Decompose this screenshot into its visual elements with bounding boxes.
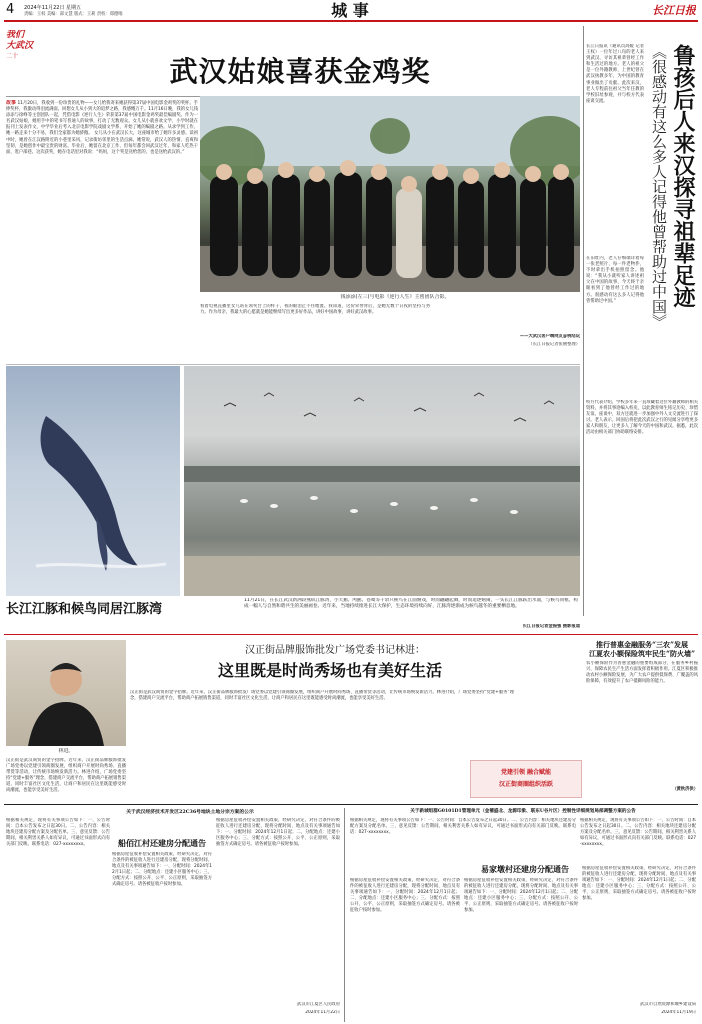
notice1-org: 武汉市江夏区人民政府 xyxy=(297,1002,340,1007)
notice1-text-c: 根据房屋征收补偿安置相关政策，经研究决定，对符合条件的被征收人进行还建房分配，现将分配时间、地点及有关事项通告如下：一、分配时间：2024年12月1日起；二、分配地点：还建小区服务中心；三、分配方式：按照公开、公平、公正原则，采取抽签方式确定房号。请各被征收户按时参加。 xyxy=(216,818,340,848)
column-tag-line2: 大武汉 xyxy=(6,41,34,51)
story3-top-rule xyxy=(6,364,580,365)
quote-line1: 党建引领 融合赋能 xyxy=(500,769,552,776)
story3-headline: 长江江豚和候鸟同居江豚湾 xyxy=(6,602,163,617)
story1-byline1: ——大武汉客户端网友@桃结玩 xyxy=(519,334,580,339)
mid-rule xyxy=(4,634,698,635)
story3-byline: 长江日报记者金振强 摄影报道 xyxy=(522,624,580,629)
story5-box xyxy=(586,640,698,800)
masthead: 长江日报 xyxy=(652,4,696,17)
notice1-text-b: 根据房屋征收补偿安置相关政策，经研究决定，对符合条件的被征收人进行还建房分配，现将分配时间、地点及有关事项通告如下：一、分配时间：2024年12月1日起；二、分配地点：还建小区服务中心；三、分配方式：按照公开、公平、公正原则，采取抽签方式确定房号。请各被征收户按时参加。 xyxy=(112,852,212,888)
finless-porpoise-icon xyxy=(6,366,180,596)
story4-headline2: 这里既是时尚秀场也有美好生活 xyxy=(217,661,442,680)
story1-byline2: （长江日报记者张丽整理） xyxy=(528,342,580,347)
portrait-photo xyxy=(6,640,126,746)
story2-body3: 校方代表介绍，学校多年来一直珍藏着这位外籍教师的相关资料，并将其事迹编入校史，以此教育师生铭记历史、珍惜友谊。座谈中，双方还就进一步加强中外人文交流进行了探讨。老人表示，回国后将把此次武汉之行的见闻分享给更多家人和朋友，让更多人了解今天的中国和武汉。据悉，此次活动由相关部门协助联络安排。 xyxy=(586,400,698,436)
notice2-sub: 易家墩村还建房分配通告 xyxy=(481,864,569,874)
page-number: 4 xyxy=(6,3,15,17)
story1-body-text: 11月20日，我收到一份珍贵的礼物——女儿给我寄来她获得第37届中国电影金鸡奖的奖杯。手捧奖杯，我激动得泪流满面。回想女儿从小到大的追梦之路，我感慨万千。11月16日晚，我的女儿钱添添与徐峥等主创团队一起，凭借电影《逆行人生》荣获第37届中国电影金鸡奖最佳编剧奖。作为一名武汉姑娘，她用手中的笔书写普通人的故事，打动了无数观众。女儿从小就喜欢文学，小学时就在报刊上发表作文，中学毕业后考入北京电影学院戏剧文学系，开始了她的编剧之路。从求学到工作，她一路走来十分不易，我们全家都为她骄傲。 xyxy=(6,101,198,137)
group-photo-illustration xyxy=(200,96,580,292)
dolphin-photo xyxy=(6,366,180,596)
story4-body: 汉正街是武汉商贸的金字招牌。近年来，汉正街品牌服饰批发广场党委以党建引领商圈发展，组织商户开展时尚秀场、直播带货等活动，让传统市场焕发新活力。林进介绍，广场党委坚持“党建+服务”理念，搭建商户交流平台，帮助商户拓展销售渠道，同时丰富社区文化生活，让商户和居民在这里既能感受时尚潮流，也能享受美好生活。 xyxy=(130,690,514,702)
story4-body-left: 汉正街是武汉商贸的金字招牌。近年来，汉正街品牌服饰批发广场党委以党建引领商圈发展，组织商户开展时尚秀场、直播带货等活动，让传统市场焕发新活力。林进介绍，广场党委坚持“党建+服务”理念，搭建商户交流平台，帮助商户拓展销售渠道，同时丰富社区文化生活，让商户和居民在这里既能感受时尚潮流，也能享受美好生活。 xyxy=(6,758,126,794)
section-title: 城 事 xyxy=(331,1,369,20)
header-rule xyxy=(4,20,698,22)
notice2-title: 关于新城组群G0101D1管理单元（金禧盛北、龙源印象、联东U谷片区）控制性详细规划局部调整方案的公告 xyxy=(410,809,636,814)
group-photo-caption: 钱添添(左三)与电影《逆行人生》主创团队合影。 xyxy=(340,294,450,300)
header-editors: 责编：王权 美编：部文慧 版式：王莉 责校：郑德唯 xyxy=(24,12,123,17)
notice2-text-b: 根据相关规定，现将有关事项公告如下：一、公告时间：自本公告发布之日起30日。二、公告内容：相关地块还建房分配方案及分配名单。三、意见反馈：公告期间，相关利害关系人如有异议，可通过书面形式向有关部门反映。联系电话：027-xxxxxxxx。 xyxy=(580,818,696,848)
story5-byline: （黄秋济供） xyxy=(672,787,698,792)
story4-quote-box xyxy=(470,760,582,798)
notice2-text-e: 根据房屋征收补偿安置相关政策，经研究决定，对符合条件的被征收人进行还建房分配，现将分配时间、地点及有关事项通告如下：一、分配时间：2024年12月1日起；二、分配地点：还建小区服务中心；三、分配方式：按照公开、公平、公正原则，采取抽签方式确定房号。请各被征收户按时参加。 xyxy=(582,866,696,902)
notice2-date: 2024年11月19日 xyxy=(661,1010,696,1015)
notice-divider xyxy=(344,808,345,1022)
story2-subhead: 《很感动有这么多人记得他曾帮助过中国》 xyxy=(650,44,668,329)
story5-body: 农小额保险作为普惠金融的重要组成部分，在服务乡村振兴、保障农民生产生活方面发挥着积极作用。江夏区积极推动农村小额保险发展，为广大农户提供低保费、广覆盖的风险保障，有效提升了农户抵御风险的能力。 xyxy=(586,661,698,685)
notice2-text-a: 根据相关规定，现将有关事项公告如下：一、公告时间：自本公告发布之日起30日。二、公告内容：相关地块还建房分配方案及分配名单。三、意见反馈：公告期间，相关利害关系人如有异议，可通过书面形式向有关部门反映。联系电话：027-xxxxxxxx。 xyxy=(350,818,576,836)
story5-headline1: 推行普惠金融服务“三农”发展 xyxy=(595,640,689,649)
notice-rule xyxy=(4,804,698,805)
header-date: 2024年11月22日 星期五 xyxy=(24,5,82,11)
story3-caption: 11月21日，在长江武汉新洲段燕矶江豚湾，小天鹅、鸬鹚、苍鹭等千余只候鸟在江面嬉戏，时而翩翩起舞，时而追逐嬉闹，一头长江江豚跃出水面，与候鸟同框，构成一幅人与自然和谐共生的美丽画卷。近年来，当地持续推进长江大保护，生态环境持续向好，江豚湾逐渐成为候鸟越冬的重要栖息地。 xyxy=(244,598,578,610)
story1-body xyxy=(6,100,198,360)
migratory-birds-illustration xyxy=(184,366,580,596)
column-divider xyxy=(583,26,584,616)
quote-line2: 汉正街商圈组织活跃 xyxy=(498,781,553,788)
story1-col3: 看着电视直播里女儿站在领奖台上的样子，我的眼泪止不住地流。我知道，这份荣誉背后，是她无数个日夜的坚持与努力。作为母亲，我最大的心愿就是她能继续写出更多好作品，讲好中国故事，讲好武汉故事。 xyxy=(200,304,430,316)
column-tag-num: 二十 xyxy=(6,53,19,60)
portrait-caption: 林进。 xyxy=(58,748,74,754)
story2-body1: 长江日报讯（通讯员高媛 记者王权）一位年过八旬的老人来到武汉，寻访其祖辈曾经工作和生活过的地方。老人的祖父是一位外籍教师，上世纪曾在武汉执教多年，为中国的教育事业做出了贡献。此次来汉，老人专程前往祖父当年任教的学校旧址参观，并与校方代表座谈交流。 xyxy=(586,44,644,104)
notice1-title: 关于武汉经济技术开发区22C36号地块土地分宗方案的公示 xyxy=(126,809,254,815)
notice2-text-c: 根据房屋征收补偿安置相关政策，经研究决定，对符合条件的被征收人进行还建房分配，现将分配时间、地点及有关事项通告如下：一、分配时间：2024年12月1日起；二、分配地点：还建小区服务中心；三、分配方式：按照公开、公平、公正原则，采取抽签方式确定房号。请各被征收户按时参加。 xyxy=(350,878,460,914)
column-tag xyxy=(6,30,48,70)
notice1-text-a: 根据相关规定，现将有关事项公告如下：一、公告时间：自本公告发布之日起30日。二、公告内容：相关地块还建房分配方案及分配名单。三、意见反馈：公告期间，相关利害关系人如有异议，可通过书面形式向有关部门反映。联系电话：027-xxxxxxxx。 xyxy=(6,818,110,848)
group-photo xyxy=(200,96,580,292)
story1-lead-label: 故事 xyxy=(6,100,17,106)
portrait-illustration xyxy=(6,640,126,746)
story5-headline2: 江夏农小额保险筑牢民生“防火墙” xyxy=(588,649,696,658)
story1-headline: 武汉姑娘喜获金鸡奖 xyxy=(169,55,431,88)
column-tag-line1: 我们 xyxy=(6,30,25,40)
story1-body-col2: 女儿从小在武汉长大，这座城市给了她许多灵感。读初中时，她曾在江汉路附近的小巷里采风，记录街坊邻里的生活点滴。她常说，武汉人的热情、直爽和坚韧，是她创作中最宝贵的财富。毕业后，她留在北京工作，但每年都会回武汉过年，和家人吃热干面、逛户部巷。这次获奖，她在电话里对我说：“妈妈，这个奖是送给您的，也是送给武汉的。” xyxy=(6,131,198,155)
notice1-sub: 船佰江村还建房分配通告 xyxy=(118,838,206,848)
notice1-date: 2024年11月22日 xyxy=(305,1010,340,1015)
bird-photo xyxy=(184,366,580,596)
story2-headline: 鲁孩后人来汉探寻祖辈足迹 xyxy=(670,44,696,308)
story2-body2: 在旧址内，老人仔细端详着每一张老照片、每一件老物件，不时拿出手机拍照留念。他说：“我从小就听家人讲述祖父在中国的故事，今天终于亲眼看到了他曾经工作过的地方。很感动有这么多人记得他曾帮助过中国。” xyxy=(586,256,644,304)
story4-headline1: 汉正街品牌服饰批发广场党委书记林进： xyxy=(245,645,425,656)
notice2-text-d: 根据房屋征收补偿安置相关政策，经研究决定，对符合条件的被征收人进行还建房分配，现将分配时间、地点及有关事项通告如下：一、分配时间：2024年12月1日起；二、分配地点：还建小区服务中心；三、分配方式：按照公开、公平、公正原则，采取抽签方式确定房号。请各被征收户按时参加。 xyxy=(464,878,578,914)
notice2-org: 武汉市自然资源和城乡建设局 xyxy=(640,1002,696,1007)
